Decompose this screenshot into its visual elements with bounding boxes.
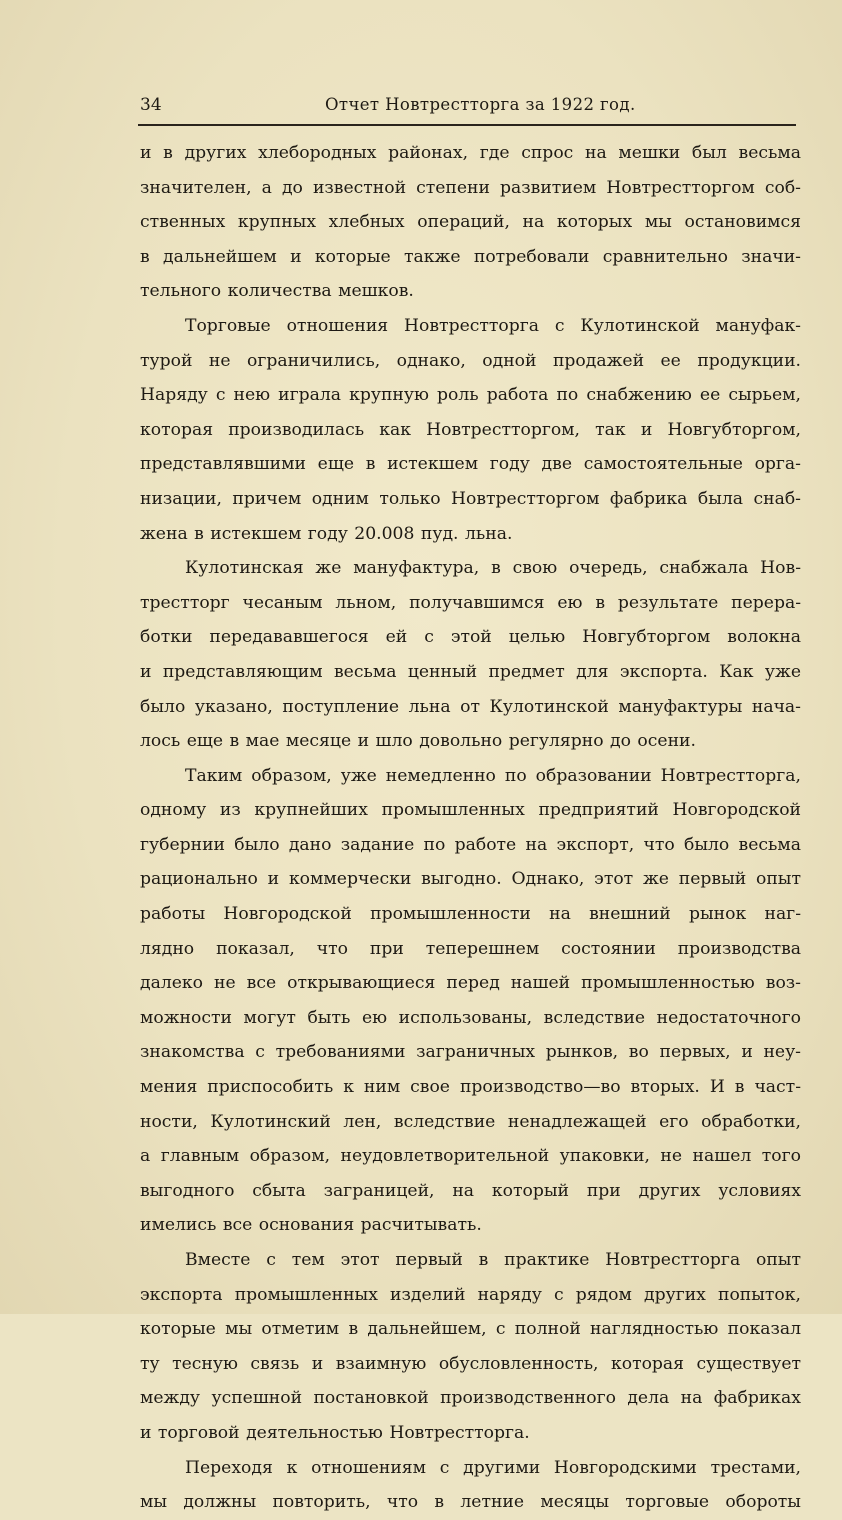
- running-title: Отчет Новтрестторга за 1922 год.: [325, 95, 636, 114]
- text-line: которая производилась как Новтрестторгом, так и Новгубторгом,: [140, 419, 801, 440]
- text-line: тельного количества мешков.: [140, 281, 414, 302]
- text-line: ту тесную связь и взаимную обусловленность, которая существует: [140, 1353, 801, 1374]
- text-line: Кулотинская же мануфактура, в свою очередь, снабжала Нов-: [185, 558, 801, 579]
- text-line: представлявшими еще в истекшем году две самостоятельные орга-: [140, 454, 801, 475]
- text-line: губернии было дано задание по работе на экспорт, что было весьма: [140, 834, 801, 855]
- text-line: Вместе с тем этот первый в практике Новтрестторга опыт: [185, 1250, 801, 1270]
- text-line: лядно показал, что при теперешнем состоянии производства: [140, 938, 801, 959]
- text-line: трестторг чесаным льном, получавшимся ею в результате перера-: [140, 592, 801, 613]
- text-line: далеко не все открывающиеся перед нашей промышленностью воз-: [140, 973, 801, 994]
- text-line: одному из крупнейших промышленных предприятий Новгородской: [140, 800, 801, 821]
- text-line: ности, Кулотинский лен, вследствие ненадлежащей его обработки,: [140, 1111, 801, 1132]
- text-line: выгодного сбыта заграницей, на который при других условиях: [140, 1180, 801, 1201]
- page-header: [140, 94, 795, 118]
- text-line: Переходя к отношениям с другими Новгородскими трестами,: [185, 1457, 801, 1478]
- text-line: ботки передававшегося ей с этой целью Новгубторгом волокна: [140, 627, 801, 648]
- text-line: значителен, а до известной степени развитием Новтрестторгом соб-: [140, 177, 801, 198]
- text-line: рационально и коммерчески выгодно. Однако, этот же первый опыт: [140, 869, 801, 890]
- text-line: которые мы отметим в дальнейшем, с полной наглядностью показал: [140, 1319, 801, 1340]
- text-line: можности могут быть ею использованы, вследствие недостаточного: [140, 1007, 801, 1028]
- text-line: и представляющим весьма ценный предмет для экспорта. Как уже: [140, 661, 801, 682]
- text-line: экспорта промышленных изделий наряду с рядом других попыток,: [140, 1284, 801, 1305]
- text-line: Таким образом, уже немедленно по образовании Новтрестторга,: [185, 765, 801, 786]
- text-line: и в других хлебородных районах, где спрос на мешки был весьма: [140, 143, 801, 163]
- text-line: мы должны повторить, что в летние месяцы торговые обороты: [140, 1492, 801, 1513]
- text-line: между успешной постановкой производственного дела на фабриках: [140, 1388, 801, 1409]
- text-line: а главным образом, неудовлетворительной упаковки, не нашел того: [140, 1146, 801, 1167]
- text-line: работы Новгородской промышленности на внешний рынок наг-: [140, 904, 801, 925]
- text-line: ственных крупных хлебных операций, на которых мы остановимся: [140, 212, 801, 233]
- text-line: лось еще в мае месяце и шло довольно регулярно до осени.: [140, 731, 696, 752]
- body-text: [140, 136, 801, 1520]
- header-rule: [138, 124, 796, 126]
- text-line: мения приспособить к ним свое производство—во вторых. И в част-: [140, 1077, 801, 1098]
- text-line: имелись все основания расчитывать.: [140, 1215, 482, 1236]
- text-line: жена в истекшем году 20.008 пуд. льна.: [140, 523, 513, 544]
- text-line: Торговые отношения Новтрестторга с Кулотинской мануфак-: [185, 315, 801, 336]
- page-number: 34: [140, 95, 162, 115]
- text-line: турой не ограничились, однако, одной продажей ее продукции.: [140, 350, 801, 371]
- text-line: знакомства с требованиями заграничных рынков, во первых, и неу-: [140, 1042, 801, 1063]
- text-line: низации, причем одним только Новтрестторгом фабрика была снаб-: [140, 488, 801, 509]
- text-line: в дальнейшем и которые также потребовали сравнительно значи-: [140, 246, 801, 267]
- text-line: и торговой деятельностью Новтрестторга.: [140, 1422, 530, 1443]
- text-line: Наряду с нею играла крупную роль работа по снабжению ее сырьем,: [140, 385, 801, 406]
- text-line: было указано, поступление льна от Кулотинской мануфактуры нача-: [140, 696, 801, 717]
